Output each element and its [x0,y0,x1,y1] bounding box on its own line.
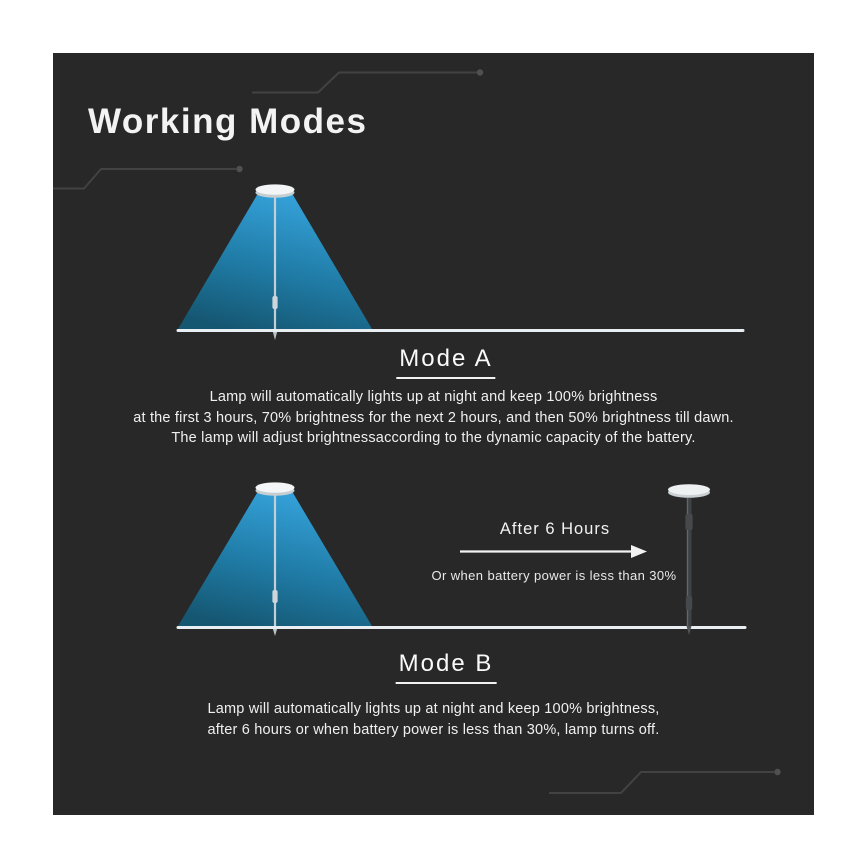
mode-a-line-1: Lamp will automatically lights up at night and keep 100% brightness [209,389,658,405]
mode-b-line-2: after 6 hours or when battery power is less than 30%, lamp turns off. [207,721,660,738]
page-title: Working Modes [88,102,368,141]
lamp-pole-joint [272,296,277,309]
battery-threshold-label: Or when battery power is less than 30% [431,568,677,583]
circuit-decoration-left [53,166,243,189]
mode-b-illustration [178,482,745,636]
mode-a-illustration [178,184,743,340]
lamp-stake [273,331,278,340]
mode-a-heading-text: Mode A [396,345,495,379]
circuit-decoration-bottom-right [549,769,781,793]
mode-b-description [53,699,814,740]
lamp-off-stake [687,626,692,635]
right-arrow-icon [460,545,647,558]
circuit-decoration-top-right [252,69,483,92]
mode-a-line-3: The lamp will adjust brightnessaccording to the dynamic capacity of the battery. [171,430,696,446]
mode-b-heading-text: Mode B [396,650,497,684]
after-hours-label: After 6 Hours [499,520,611,538]
lamp-head [256,184,295,194]
lamp-off-joint-upper [685,514,692,530]
mode-b-heading [396,650,497,684]
mode-a-description [53,387,814,449]
lamp-pole-joint [272,590,277,603]
mode-b-line-1: Lamp will automatically lights up at night and keep 100% brightness, [207,701,660,717]
mode-a-line-2: at the first 3 hours, 70% brightness for the next 2 hours, and then 50% brightness till dawn. [133,409,734,426]
lamp-off-icon [668,484,710,635]
lamp-head [256,482,295,492]
lamp-stake [273,628,278,636]
mode-a-heading [396,345,495,379]
lamp-off-joint-lower [686,596,692,610]
lamp-off-head [668,484,710,495]
